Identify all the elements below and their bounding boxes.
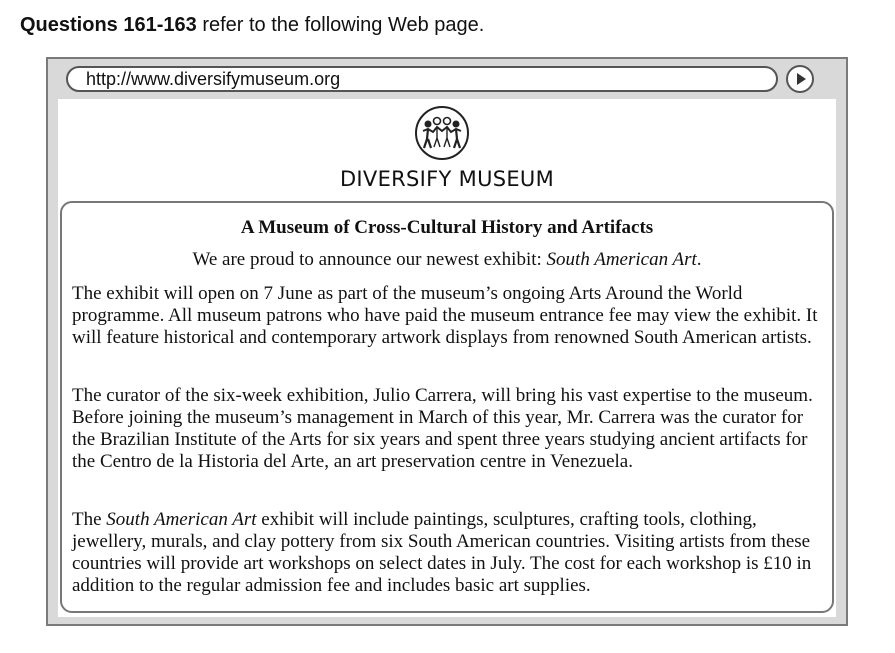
question-header: [20, 14, 484, 37]
museum-header: [58, 99, 836, 199]
content-title: A Museum of Cross-Cultural History and Artifacts: [240, 217, 654, 238]
browser-window: [46, 57, 848, 626]
paragraph-opening: The exhibit will open on 7 June as part of the museum’s ongoing Arts Around the World programme. All museum patrons who have paid the museum entrance fee may view the exhibit. It will feature historical and contemporary artwork displays from renowned South American artists.: [72, 283, 818, 348]
paragraph-curator: The curator of the six-week exhibition, Julio Carrera, will bring his vast expertise to the museum. Before joining the museum’s management in March of this year, Mr. Carrera was the curator for the Brazilian Institute of the Arts for six years and spent three years studying ancient artifacts for the Centro de la Historia del Arte, an art preservation centre in Venezuela.: [72, 385, 813, 472]
web-page: [58, 99, 836, 617]
intro-exhibit-name: South American Art: [546, 249, 697, 270]
museum-name: DIVERSIFY MUSEUM: [339, 167, 555, 191]
address-bar[interactable]: http://www.diversifymuseum.org: [66, 66, 778, 92]
question-instruction: refer to the following Web page.: [202, 14, 485, 36]
question-number: Questions 161-163: [20, 14, 197, 36]
intro-suffix: .: [696, 249, 702, 270]
exhibit-announcement: [60, 201, 834, 613]
intro-prefix: We are proud to announce our newest exhibit:: [192, 249, 547, 270]
play-triangle-icon: [794, 72, 808, 86]
details-body: exhibit will include paintings, sculptures, crafting tools, clothing, jewellery, murals, and clay pottery from six South American countries. Visiting artists from these countries will provide art workshops on select dates in July. The cost for each workshop is £10 in addition to the regular admission fee and includes basic art supplies.: [72, 509, 812, 596]
details-prefix: The: [72, 509, 107, 530]
people-circle-logo-icon: [414, 105, 470, 161]
content-intro: [62, 249, 832, 271]
details-exhibit-name: South American Art: [106, 509, 257, 530]
go-button[interactable]: [786, 65, 814, 93]
paragraph-details: [72, 509, 824, 597]
